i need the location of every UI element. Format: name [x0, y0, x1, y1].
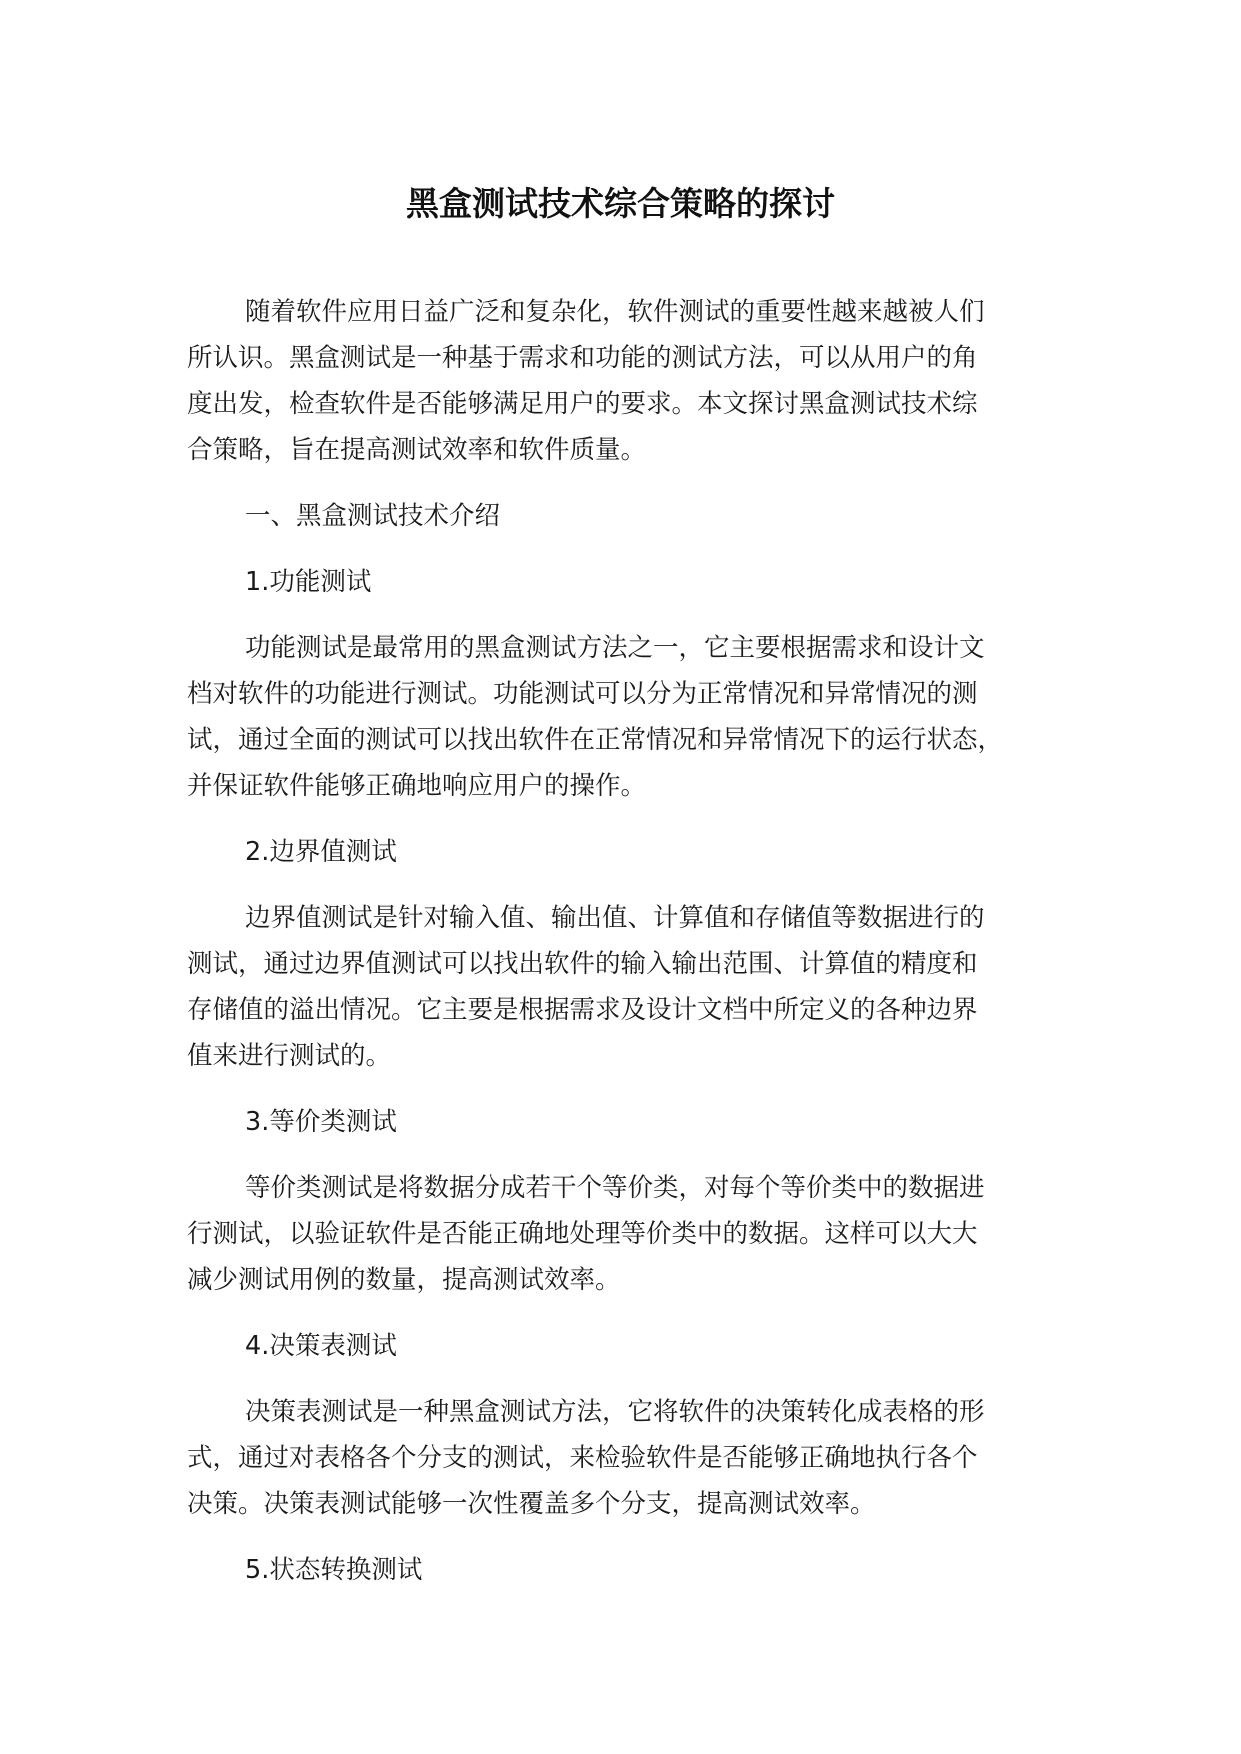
- text-line: 测试，通过边界值测试可以找出软件的输入输出范围、计算值的精度和: [187, 949, 978, 979]
- intro-paragraph: [187, 289, 1087, 473]
- subsection-heading: 2.边界值测试: [245, 837, 397, 867]
- body-paragraph: [187, 1389, 1087, 1527]
- text-line: 行测试，以验证软件是否能正确地处理等价类中的数据。这样可以大大: [187, 1219, 978, 1249]
- section-heading: 一、黑盒测试技术介绍: [245, 501, 501, 531]
- text-line: 边界值测试是针对输入值、输出值、计算值和存储值等数据进行的: [245, 903, 985, 933]
- subsection-heading: 4.决策表测试: [245, 1331, 397, 1361]
- text-line: 存储值的溢出情况。它主要是根据需求及设计文档中所定义的各种边界: [187, 995, 978, 1025]
- text-line: 减少测试用例的数量，提高测试效率。: [187, 1265, 621, 1295]
- text-line: 合策略，旨在提高测试效率和软件质量。: [187, 435, 647, 465]
- text-line: 等价类测试是将数据分成若干个等价类，对每个等价类中的数据进: [245, 1173, 985, 1203]
- text-line: 档对软件的功能进行测试。功能测试可以分为正常情况和异常情况的测: [187, 679, 978, 709]
- subsection-heading: 3.等价类测试: [245, 1107, 397, 1137]
- text-line: 功能测试是最常用的黑盒测试方法之一，它主要根据需求和设计文: [245, 633, 985, 663]
- text-line: 决策表测试是一种黑盒测试方法，它将软件的决策转化成表格的形: [245, 1397, 985, 1427]
- body-paragraph: [187, 895, 1087, 1079]
- text-line: 并保证软件能够正确地响应用户的操作。: [187, 771, 647, 801]
- document-title: 黑盒测试技术综合策略的探讨: [406, 184, 835, 223]
- text-line: 度出发，检查软件是否能够满足用户的要求。本文探讨黑盒测试技术综: [187, 389, 978, 419]
- document-body: [187, 289, 1087, 1613]
- text-line: 值来进行测试的。: [187, 1041, 392, 1071]
- body-paragraph: [187, 625, 1087, 809]
- text-line: 式，通过对表格各个分支的测试，来检验软件是否能够正确地执行各个: [187, 1443, 978, 1473]
- text-line: 所认识。黑盒测试是一种基于需求和功能的测试方法，可以从用户的角: [187, 343, 978, 373]
- text-line: 决策。决策表测试能够一次性覆盖多个分支，提高测试效率。: [187, 1489, 876, 1519]
- text-line: 试，通过全面的测试可以找出软件在正常情况和异常情况下的运行状态，: [187, 725, 1004, 755]
- subsection-heading: 1.功能测试: [245, 567, 372, 597]
- subsection-heading: 5.状态转换测试: [245, 1555, 423, 1585]
- text-line: 随着软件应用日益广泛和复杂化，软件测试的重要性越来越被人们: [245, 297, 985, 327]
- body-paragraph: [187, 1165, 1087, 1303]
